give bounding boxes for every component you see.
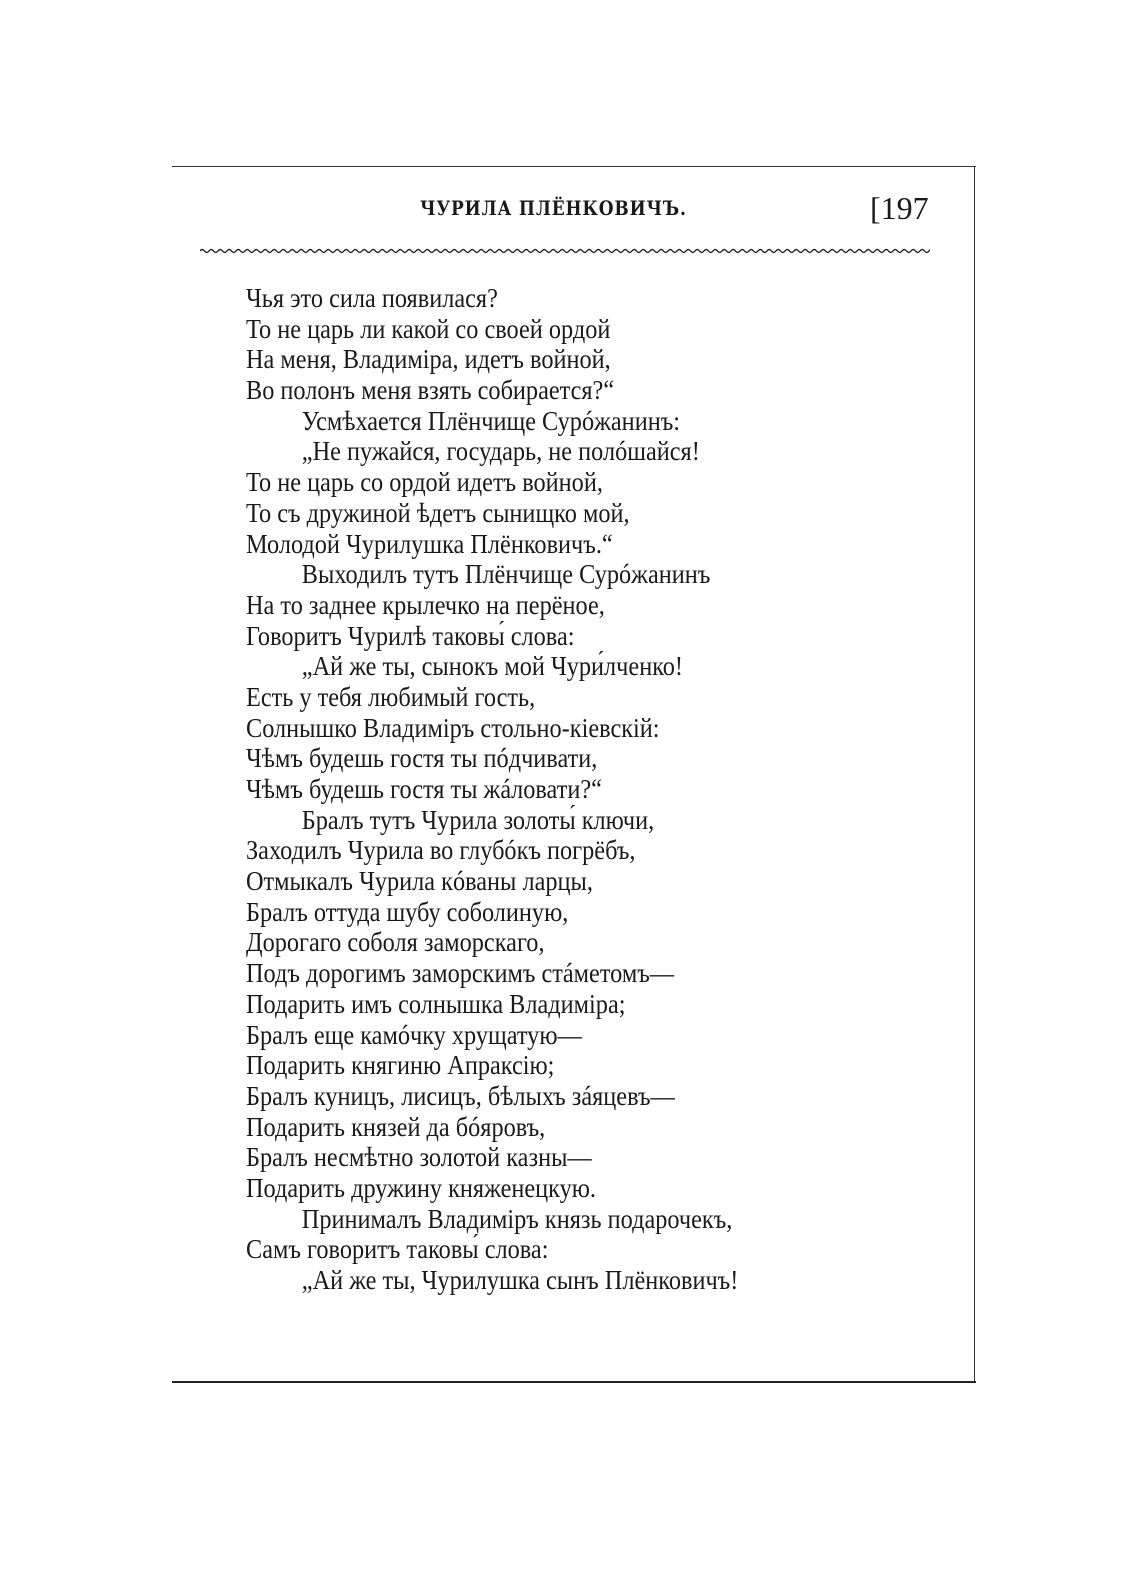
page-number: [197: [870, 190, 929, 226]
verse-line: Отмыкалъ Чурила кóваны ларцы,: [246, 866, 593, 897]
wavy-rule-ornament: [200, 244, 930, 258]
verse-line: Во полонъ меня взять собирается?“: [246, 375, 615, 406]
verse-line: Бралъ еще камóчку хрущатую—: [246, 1019, 582, 1050]
verse-line: Есть у тебя любимый гость,: [246, 681, 536, 712]
verse-line: Подарить имъ солнышка Владиміра;: [246, 988, 626, 1019]
verse-line: Подарить княгиню Апраксію;: [246, 1050, 555, 1081]
verse-line: Дорогаго соболя заморскаго,: [246, 927, 545, 958]
verse-line: Чѣмъ будешь гостя ты пóдчивати,: [246, 743, 598, 774]
verse-line: Заходилъ Чурила во глубóкъ погрёбъ,: [246, 835, 636, 866]
verse-line: Бралъ несмѣтно золотой казны—: [246, 1142, 592, 1173]
verse-line: Бралъ тутъ Чурила золоты́ ключи,: [301, 804, 655, 835]
page-frame-top-rule: [172, 166, 976, 167]
verse-line: Чья это сила появилася?: [246, 283, 498, 313]
verse-line: Говоритъ Чурилѣ таковы́ слова:: [246, 620, 575, 651]
verse-line: Молодой Чурилушка Плёнковичъ.“: [246, 528, 613, 559]
page-frame-bottom-rule: [172, 1381, 976, 1383]
verse-line: Подарить дружину княженецкую.: [246, 1172, 597, 1203]
verse-line: То не царь со ордой идетъ войной,: [246, 467, 603, 498]
verse-line: Самъ говоритъ таковы́ слова:: [246, 1234, 549, 1265]
verse-line: То не царь ли какой со своей ордой: [246, 313, 611, 344]
verse-text: [246, 283, 886, 1296]
verse-line: „Не пужайся, государь, не полóшайся!: [301, 436, 700, 467]
verse-line: „Ай же ты, Чурилушка сынъ Плёнковичъ!: [301, 1265, 739, 1295]
verse-line: Усмѣхается Плёнчище Сурóжанинъ:: [301, 405, 681, 436]
verse-line: Чѣмъ будешь гостя ты жáловати?“: [246, 774, 602, 804]
verse-line: Бралъ куницъ, лисицъ, бѣлыхъ зáяцевъ—: [246, 1080, 675, 1111]
verse-line: То съ дружиной ѣдетъ сынищко мой,: [246, 497, 630, 528]
verse-line: Солнышко Владиміръ стольно-кіевскій:: [246, 712, 660, 743]
running-title: ЧУРИЛА ПЛЁНКОВИЧЪ.: [420, 196, 687, 220]
verse-line: Принималъ Владиміръ князь подарочекъ,: [301, 1203, 733, 1234]
verse-line: На то заднее крылечко на перёное,: [246, 589, 605, 620]
verse-line: „Ай же ты, сынокъ мой Чури́лченко!: [301, 651, 684, 682]
verse-line: На меня, Владиміра, идетъ войной,: [246, 344, 611, 375]
page-frame-right-rule: [974, 166, 975, 1382]
verse-line: Выходилъ тутъ Плёнчище Сурóжанинъ: [301, 559, 711, 590]
verse-line: Бралъ оттуда шубу соболиную,: [246, 896, 569, 927]
verse-line: Подарить князей да бóяровъ,: [246, 1111, 546, 1142]
verse-line: Подъ дорогимъ заморскимъ стáметомъ—: [246, 958, 675, 989]
